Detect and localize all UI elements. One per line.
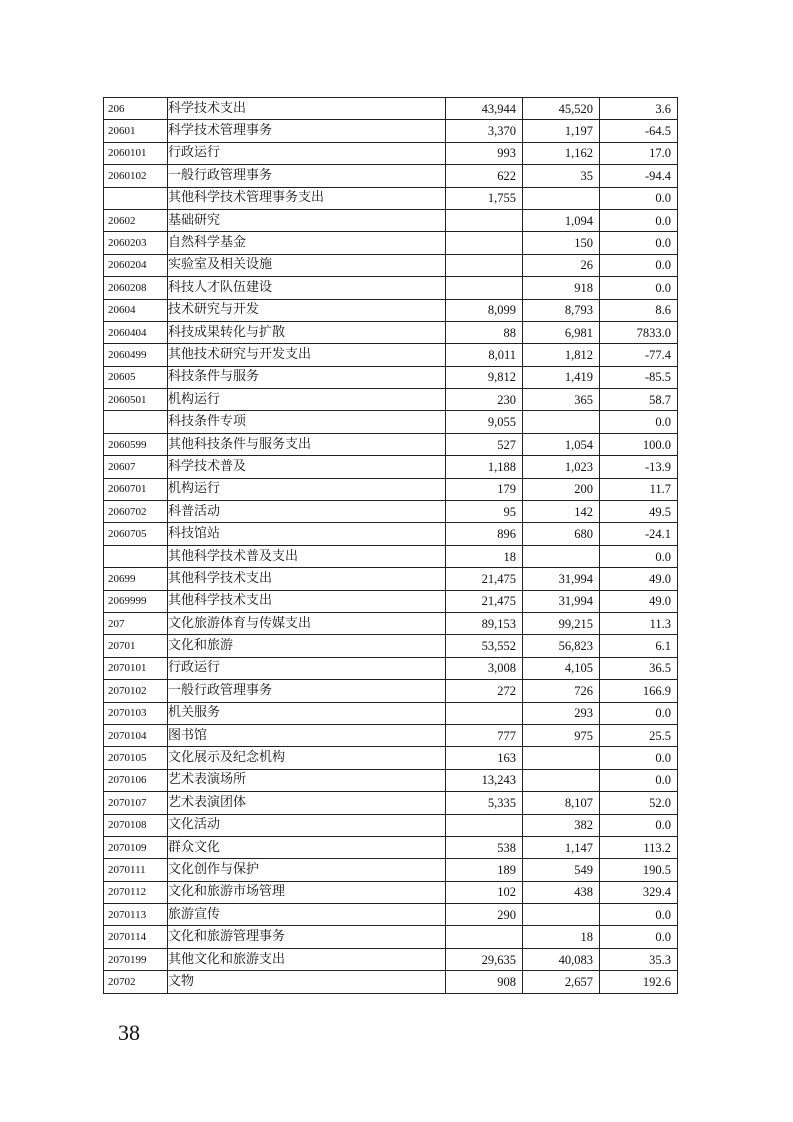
row-value-prev: 8,099 xyxy=(446,299,523,321)
row-value-prev: 53,552 xyxy=(446,635,523,657)
row-value-curr: 1,023 xyxy=(523,456,600,478)
row-name: 其他科学技术管理事务支出 xyxy=(168,187,446,209)
row-name: 群众文化 xyxy=(168,836,446,858)
row-code: 2060404 xyxy=(104,321,168,343)
row-change-pct: -94.4 xyxy=(600,165,678,187)
row-value-prev xyxy=(446,209,523,231)
row-value-curr: 45,520 xyxy=(523,98,600,120)
row-change-pct: 0.0 xyxy=(600,187,678,209)
row-change-pct: 0.0 xyxy=(600,411,678,433)
row-value-prev xyxy=(446,814,523,836)
row-code: 2070101 xyxy=(104,657,168,679)
row-value-curr: 6,981 xyxy=(523,321,600,343)
row-name: 机构运行 xyxy=(168,478,446,500)
row-name: 科技条件专项 xyxy=(168,411,446,433)
row-name: 科学技术普及 xyxy=(168,456,446,478)
row-value-curr: 975 xyxy=(523,724,600,746)
row-value-prev: 272 xyxy=(446,680,523,702)
row-value-prev: 5,335 xyxy=(446,792,523,814)
row-value-curr: 438 xyxy=(523,881,600,903)
row-code: 2060501 xyxy=(104,389,168,411)
row-name: 科学技术管理事务 xyxy=(168,120,446,142)
row-change-pct: 0.0 xyxy=(600,904,678,926)
row-change-pct: 49.5 xyxy=(600,501,678,523)
row-change-pct: 100.0 xyxy=(600,433,678,455)
row-code: 2070109 xyxy=(104,836,168,858)
row-change-pct: 0.0 xyxy=(600,926,678,948)
row-value-curr: 680 xyxy=(523,523,600,545)
row-name: 一般行政管理事务 xyxy=(168,680,446,702)
table-row xyxy=(104,590,678,612)
row-value-prev: 896 xyxy=(446,523,523,545)
row-value-curr: 99,215 xyxy=(523,612,600,634)
row-value-curr: 1,419 xyxy=(523,366,600,388)
row-name: 艺术表演团体 xyxy=(168,792,446,814)
row-change-pct: -64.5 xyxy=(600,120,678,142)
row-code: 2070199 xyxy=(104,948,168,970)
row-value-curr: 1,812 xyxy=(523,344,600,366)
row-value-prev: 290 xyxy=(446,904,523,926)
row-change-pct: 0.0 xyxy=(600,254,678,276)
row-code: 2070108 xyxy=(104,814,168,836)
row-name: 科技人才队伍建设 xyxy=(168,277,446,299)
row-change-pct: 35.3 xyxy=(600,948,678,970)
row-value-curr: 293 xyxy=(523,702,600,724)
row-code: 20702 xyxy=(104,971,168,993)
row-value-curr: 56,823 xyxy=(523,635,600,657)
row-value-curr: 2,657 xyxy=(523,971,600,993)
row-name: 技术研究与开发 xyxy=(168,299,446,321)
table-row xyxy=(104,881,678,903)
row-code: 20604 xyxy=(104,299,168,321)
table-row xyxy=(104,98,678,120)
row-value-prev: 21,475 xyxy=(446,590,523,612)
row-value-curr: 31,994 xyxy=(523,590,600,612)
row-name: 行政运行 xyxy=(168,657,446,679)
row-change-pct: 49.0 xyxy=(600,568,678,590)
row-name: 行政运行 xyxy=(168,142,446,164)
row-value-curr: 200 xyxy=(523,478,600,500)
table-row xyxy=(104,702,678,724)
row-code: 2070113 xyxy=(104,904,168,926)
row-value-curr: 1,094 xyxy=(523,209,600,231)
table-row xyxy=(104,120,678,142)
row-name: 自然科学基金 xyxy=(168,232,446,254)
row-code: 2060701 xyxy=(104,478,168,500)
row-name: 其他技术研究与开发支出 xyxy=(168,344,446,366)
row-change-pct: 0.0 xyxy=(600,209,678,231)
row-value-prev xyxy=(446,232,523,254)
row-value-curr: 35 xyxy=(523,165,600,187)
row-value-curr: 365 xyxy=(523,389,600,411)
row-value-prev: 527 xyxy=(446,433,523,455)
row-change-pct: 25.5 xyxy=(600,724,678,746)
row-code: 2070107 xyxy=(104,792,168,814)
row-value-prev: 102 xyxy=(446,881,523,903)
row-change-pct: 192.6 xyxy=(600,971,678,993)
table-row xyxy=(104,792,678,814)
row-value-prev: 1,755 xyxy=(446,187,523,209)
row-value-prev xyxy=(446,254,523,276)
row-value-prev xyxy=(446,926,523,948)
row-code: 2060705 xyxy=(104,523,168,545)
table-row xyxy=(104,344,678,366)
row-value-curr: 18 xyxy=(523,926,600,948)
table-row xyxy=(104,814,678,836)
row-name: 文化旅游体育与传媒支出 xyxy=(168,612,446,634)
row-value-curr: 726 xyxy=(523,680,600,702)
table-row xyxy=(104,299,678,321)
table-row xyxy=(104,836,678,858)
row-value-curr: 8,107 xyxy=(523,792,600,814)
row-value-curr: 31,994 xyxy=(523,568,600,590)
row-name: 文化和旅游管理事务 xyxy=(168,926,446,948)
row-change-pct: 0.0 xyxy=(600,814,678,836)
row-value-prev: 3,008 xyxy=(446,657,523,679)
row-name: 文化活动 xyxy=(168,814,446,836)
row-code: 206 xyxy=(104,98,168,120)
row-change-pct: 8.6 xyxy=(600,299,678,321)
row-code: 2060101 xyxy=(104,142,168,164)
table-row xyxy=(104,904,678,926)
row-code xyxy=(104,545,168,567)
row-change-pct: -24.1 xyxy=(600,523,678,545)
row-value-curr: 1,147 xyxy=(523,836,600,858)
row-name: 实验室及相关设施 xyxy=(168,254,446,276)
table-row xyxy=(104,680,678,702)
row-name: 机关服务 xyxy=(168,702,446,724)
row-change-pct: 11.7 xyxy=(600,478,678,500)
row-code: 2070105 xyxy=(104,747,168,769)
row-name: 机构运行 xyxy=(168,389,446,411)
table-row xyxy=(104,612,678,634)
row-value-curr: 4,105 xyxy=(523,657,600,679)
row-name: 艺术表演场所 xyxy=(168,769,446,791)
row-change-pct: 0.0 xyxy=(600,232,678,254)
row-code: 2060499 xyxy=(104,344,168,366)
table-row xyxy=(104,433,678,455)
row-name: 文化和旅游市场管理 xyxy=(168,881,446,903)
row-name: 一般行政管理事务 xyxy=(168,165,446,187)
row-value-prev: 179 xyxy=(446,478,523,500)
table-row xyxy=(104,724,678,746)
row-change-pct: 329.4 xyxy=(600,881,678,903)
row-value-curr xyxy=(523,747,600,769)
row-value-prev: 777 xyxy=(446,724,523,746)
row-code: 207 xyxy=(104,612,168,634)
row-code xyxy=(104,187,168,209)
row-value-prev: 9,812 xyxy=(446,366,523,388)
budget-table xyxy=(103,97,678,994)
page-number: 38 xyxy=(118,1020,140,1045)
row-change-pct: 190.5 xyxy=(600,859,678,881)
row-change-pct: -77.4 xyxy=(600,344,678,366)
row-value-prev: 18 xyxy=(446,545,523,567)
row-change-pct: 6.1 xyxy=(600,635,678,657)
table-row xyxy=(104,142,678,164)
row-value-curr: 918 xyxy=(523,277,600,299)
row-name: 文化创作与保护 xyxy=(168,859,446,881)
table-row xyxy=(104,545,678,567)
table-row xyxy=(104,523,678,545)
table-row xyxy=(104,501,678,523)
row-code: 2070104 xyxy=(104,724,168,746)
row-value-prev: 43,944 xyxy=(446,98,523,120)
row-name: 旅游宣传 xyxy=(168,904,446,926)
row-code: 2070114 xyxy=(104,926,168,948)
row-code: 2060208 xyxy=(104,277,168,299)
row-change-pct: 113.2 xyxy=(600,836,678,858)
row-change-pct: 52.0 xyxy=(600,792,678,814)
row-value-curr: 1,197 xyxy=(523,120,600,142)
row-value-curr: 26 xyxy=(523,254,600,276)
row-value-curr xyxy=(523,769,600,791)
row-name: 科普活动 xyxy=(168,501,446,523)
row-value-prev: 21,475 xyxy=(446,568,523,590)
row-value-curr xyxy=(523,545,600,567)
row-change-pct: 0.0 xyxy=(600,769,678,791)
row-change-pct: -85.5 xyxy=(600,366,678,388)
row-name: 图书馆 xyxy=(168,724,446,746)
row-name: 文化展示及纪念机构 xyxy=(168,747,446,769)
row-change-pct: 0.0 xyxy=(600,545,678,567)
row-value-curr xyxy=(523,187,600,209)
row-name: 科技成果转化与扩散 xyxy=(168,321,446,343)
row-code: 2060599 xyxy=(104,433,168,455)
table-row xyxy=(104,948,678,970)
row-code: 2060102 xyxy=(104,165,168,187)
table-row xyxy=(104,277,678,299)
table-row xyxy=(104,859,678,881)
table-row xyxy=(104,478,678,500)
row-change-pct: 7833.0 xyxy=(600,321,678,343)
row-change-pct: 166.9 xyxy=(600,680,678,702)
table-row xyxy=(104,209,678,231)
row-change-pct: 3.6 xyxy=(600,98,678,120)
table-row xyxy=(104,366,678,388)
row-value-prev: 189 xyxy=(446,859,523,881)
row-change-pct: 0.0 xyxy=(600,277,678,299)
row-value-curr: 40,083 xyxy=(523,948,600,970)
row-change-pct: 17.0 xyxy=(600,142,678,164)
table-row xyxy=(104,657,678,679)
row-value-prev: 3,370 xyxy=(446,120,523,142)
row-value-prev: 622 xyxy=(446,165,523,187)
table-body xyxy=(104,98,678,994)
row-change-pct: 36.5 xyxy=(600,657,678,679)
row-code: 20602 xyxy=(104,209,168,231)
row-code: 2060204 xyxy=(104,254,168,276)
row-value-curr: 382 xyxy=(523,814,600,836)
table-row xyxy=(104,321,678,343)
row-name: 文物 xyxy=(168,971,446,993)
row-value-prev: 993 xyxy=(446,142,523,164)
row-value-prev: 9,055 xyxy=(446,411,523,433)
row-change-pct: 11.3 xyxy=(600,612,678,634)
row-name: 其他科学技术支出 xyxy=(168,590,446,612)
row-code: 2069999 xyxy=(104,590,168,612)
row-change-pct: 0.0 xyxy=(600,747,678,769)
row-code: 20699 xyxy=(104,568,168,590)
row-change-pct: 49.0 xyxy=(600,590,678,612)
row-value-prev: 230 xyxy=(446,389,523,411)
table-row xyxy=(104,971,678,993)
row-code: 2070102 xyxy=(104,680,168,702)
row-value-prev: 538 xyxy=(446,836,523,858)
row-value-prev: 163 xyxy=(446,747,523,769)
row-value-curr: 150 xyxy=(523,232,600,254)
row-name: 其他科技条件与服务支出 xyxy=(168,433,446,455)
table-row xyxy=(104,769,678,791)
row-value-curr: 1,162 xyxy=(523,142,600,164)
row-value-curr: 8,793 xyxy=(523,299,600,321)
table-row xyxy=(104,389,678,411)
table-row xyxy=(104,926,678,948)
row-name: 科学技术支出 xyxy=(168,98,446,120)
row-value-prev: 95 xyxy=(446,501,523,523)
row-value-prev: 8,011 xyxy=(446,344,523,366)
row-code: 2060702 xyxy=(104,501,168,523)
row-code: 2070111 xyxy=(104,859,168,881)
row-name: 科技馆站 xyxy=(168,523,446,545)
row-value-curr xyxy=(523,411,600,433)
row-value-curr: 549 xyxy=(523,859,600,881)
row-value-curr: 1,054 xyxy=(523,433,600,455)
row-code: 2060203 xyxy=(104,232,168,254)
row-name: 其他科学技术支出 xyxy=(168,568,446,590)
row-name: 科技条件与服务 xyxy=(168,366,446,388)
row-change-pct: 0.0 xyxy=(600,702,678,724)
row-code: 2070106 xyxy=(104,769,168,791)
row-code xyxy=(104,411,168,433)
table-row xyxy=(104,411,678,433)
row-value-prev xyxy=(446,702,523,724)
row-value-prev xyxy=(446,277,523,299)
row-value-prev: 908 xyxy=(446,971,523,993)
row-value-prev: 88 xyxy=(446,321,523,343)
row-code: 20607 xyxy=(104,456,168,478)
table-row xyxy=(104,568,678,590)
row-code: 2070103 xyxy=(104,702,168,724)
row-change-pct: -13.9 xyxy=(600,456,678,478)
row-code: 20605 xyxy=(104,366,168,388)
row-value-prev: 1,188 xyxy=(446,456,523,478)
row-name: 其他科学技术普及支出 xyxy=(168,545,446,567)
row-code: 2070112 xyxy=(104,881,168,903)
row-value-curr xyxy=(523,904,600,926)
row-name: 基础研究 xyxy=(168,209,446,231)
row-value-prev: 29,635 xyxy=(446,948,523,970)
table-row xyxy=(104,456,678,478)
table-row xyxy=(104,187,678,209)
row-value-prev: 13,243 xyxy=(446,769,523,791)
row-code: 20601 xyxy=(104,120,168,142)
table-row xyxy=(104,165,678,187)
row-code: 20701 xyxy=(104,635,168,657)
row-value-prev: 89,153 xyxy=(446,612,523,634)
row-name: 文化和旅游 xyxy=(168,635,446,657)
table-row xyxy=(104,635,678,657)
row-value-curr: 142 xyxy=(523,501,600,523)
table-row xyxy=(104,254,678,276)
row-name: 其他文化和旅游支出 xyxy=(168,948,446,970)
table-row xyxy=(104,747,678,769)
table-row xyxy=(104,232,678,254)
row-change-pct: 58.7 xyxy=(600,389,678,411)
